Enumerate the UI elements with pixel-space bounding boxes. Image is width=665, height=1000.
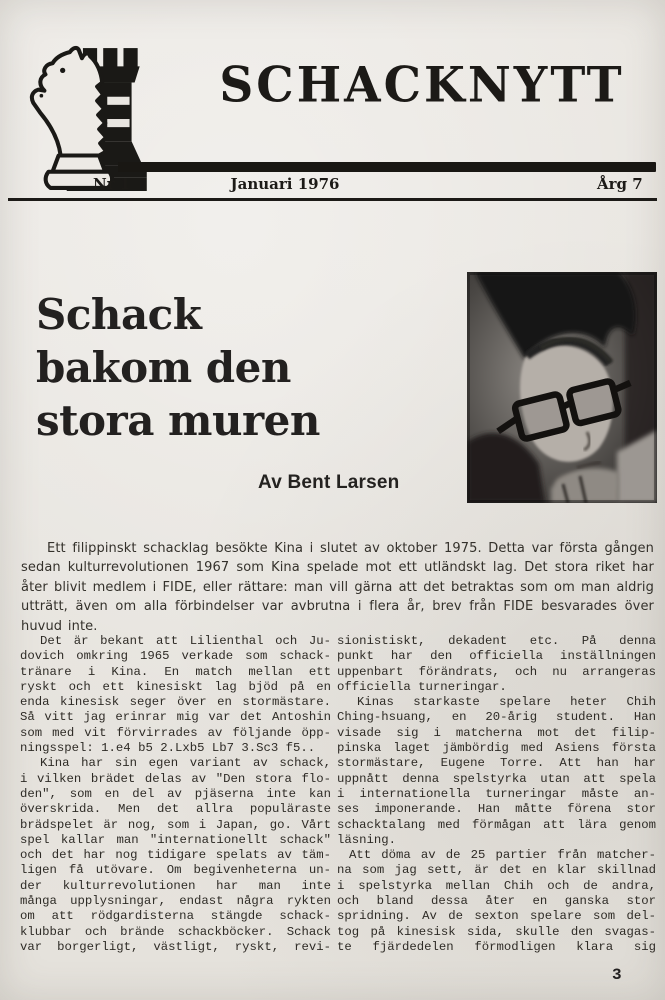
text-line: spel kallar man "internationellt schack" <box>20 832 331 847</box>
article-headline <box>36 288 461 447</box>
text-line: åter blivit medlem i FIDE, eller rättare: man vill gärna att det betraktas som om man aldrig <box>21 579 654 595</box>
body-column-left <box>20 634 331 955</box>
text-line: Ett filippinskt schacklag besökte Kina i slutet av oktober 1975. Detta var första gången <box>47 541 654 556</box>
text-line: pinska laget jämbördig med Asiens första <box>337 741 656 756</box>
text-line: ses imponerande. Han måtte förena stor <box>337 802 656 817</box>
text-line: stora muren <box>36 396 320 445</box>
text-line: i vilken brädet delas av "Den stora flo- <box>20 771 331 786</box>
text-line: punkt har den officiella inställningen <box>337 649 656 664</box>
issue-number: Nr 1 <box>93 175 131 193</box>
text-line: Kina har sin egen variant av schack, <box>40 756 331 771</box>
text-line: överskrida. Men det allra populäraste <box>20 802 331 817</box>
text-line: uppnått denna spelstyrka utan att spela <box>337 771 656 786</box>
text-line: klubbar och brände schackböcker. Schack <box>20 924 331 939</box>
text-line: Så vitt jag erinrar mig var det Antoshin <box>20 710 331 725</box>
article-byline: Av Bent Larsen <box>258 472 400 493</box>
text-line: ryskt och ett kinesiskt lag bjöd på en <box>20 679 331 694</box>
bent-larsen-portrait-photo <box>467 272 657 503</box>
text-line: i spelstyrka mellan Chih och de andra, <box>337 878 656 893</box>
lead-paragraph <box>21 539 654 636</box>
text-line: der kulturrevolutionen har man inte <box>20 878 331 893</box>
text-line: och det har nog tidigare spelats av täm- <box>20 848 331 863</box>
text-line: officiella turneringar. <box>337 679 507 694</box>
body-column-right <box>337 634 656 955</box>
text-line: na som jag sett, är det en klar skillnad <box>337 863 656 878</box>
text-line: läsning. <box>337 832 397 847</box>
issue-volume: Årg 7 <box>597 175 643 193</box>
text-line: som med vit förvirrades av följande öpp- <box>20 725 331 740</box>
text-line: Det är bekant att Lilienthal och Ju- <box>40 634 331 648</box>
text-line: sionistiskt, dekadent etc. På denna <box>337 634 656 648</box>
text-line: sedan kulturrevolutionen 1967 som Kina spelade mot ett utländskt lag. Det stora riket har <box>21 560 654 576</box>
text-line: stormästare, Eugene Torre. Att han har <box>337 756 656 771</box>
text-line: den", som en del av pjäserna inte kan <box>20 786 331 801</box>
text-line: bakom den <box>36 343 291 392</box>
text-line: var borgerligt, västligt, ryskt, revi- <box>20 939 331 954</box>
issue-date: Januari 1976 <box>230 175 340 193</box>
text-line: spridning. Av de sexton spelare som del- <box>337 909 656 924</box>
text-line: dovich omkring 1965 verkade som schack- <box>20 649 331 664</box>
text-line: Ching-hsuang, en 20-årig student. Han <box>337 710 656 725</box>
text-line: Schack <box>36 290 202 339</box>
text-line: te fjärdedelen förmodligen klara sig <box>337 939 656 954</box>
text-line: schacktalang med förmågan att lära genom <box>337 817 656 832</box>
text-line: uppenbart förändrats, och nu arrangeras <box>337 664 656 679</box>
text-line: många upplysningar, endast några rykten <box>20 894 331 909</box>
masthead-rule-thick <box>118 162 656 172</box>
text-line: och bland dessa åter en ganska stor <box>337 894 656 909</box>
text-line: om att rödgardisterna stängde schack- <box>20 909 331 924</box>
text-line: visade sig i matcherna mot det filip- <box>337 725 656 740</box>
text-line: ligen få utövare. Om begivenheterna un- <box>20 863 331 878</box>
text-line: ningsspel: 1.e4 b5 2.Lxb5 Lb7 3.Sc3 f5.. <box>20 741 316 756</box>
text-line: huvud inte. <box>21 618 98 634</box>
text-line: brädspelet är nog, som i Japan, go. Vårt <box>20 817 331 832</box>
page-number: 3 <box>612 966 622 984</box>
issue-info-row <box>0 175 665 197</box>
text-line: i internationella turneringar måste an- <box>337 786 656 801</box>
text-line: Kinas starkaste spelare heter Chih <box>357 695 656 710</box>
text-line: tränare i Kina. En match mellan ett <box>20 664 331 679</box>
text-line: tog på kinesisk sida, skulle den svagas- <box>337 924 656 939</box>
masthead-rule-thin <box>8 198 657 201</box>
text-line: utträtt, även om alla förbindelser var avbrutna i flera år, brev från FIDE besvarades över <box>21 599 654 615</box>
text-line: enda kinesisk seger över en stormästare. <box>20 695 331 710</box>
magazine-title: SCHACKNYTT <box>219 56 625 115</box>
text-line: Att döma av de 25 partier från matcher- <box>349 848 656 863</box>
